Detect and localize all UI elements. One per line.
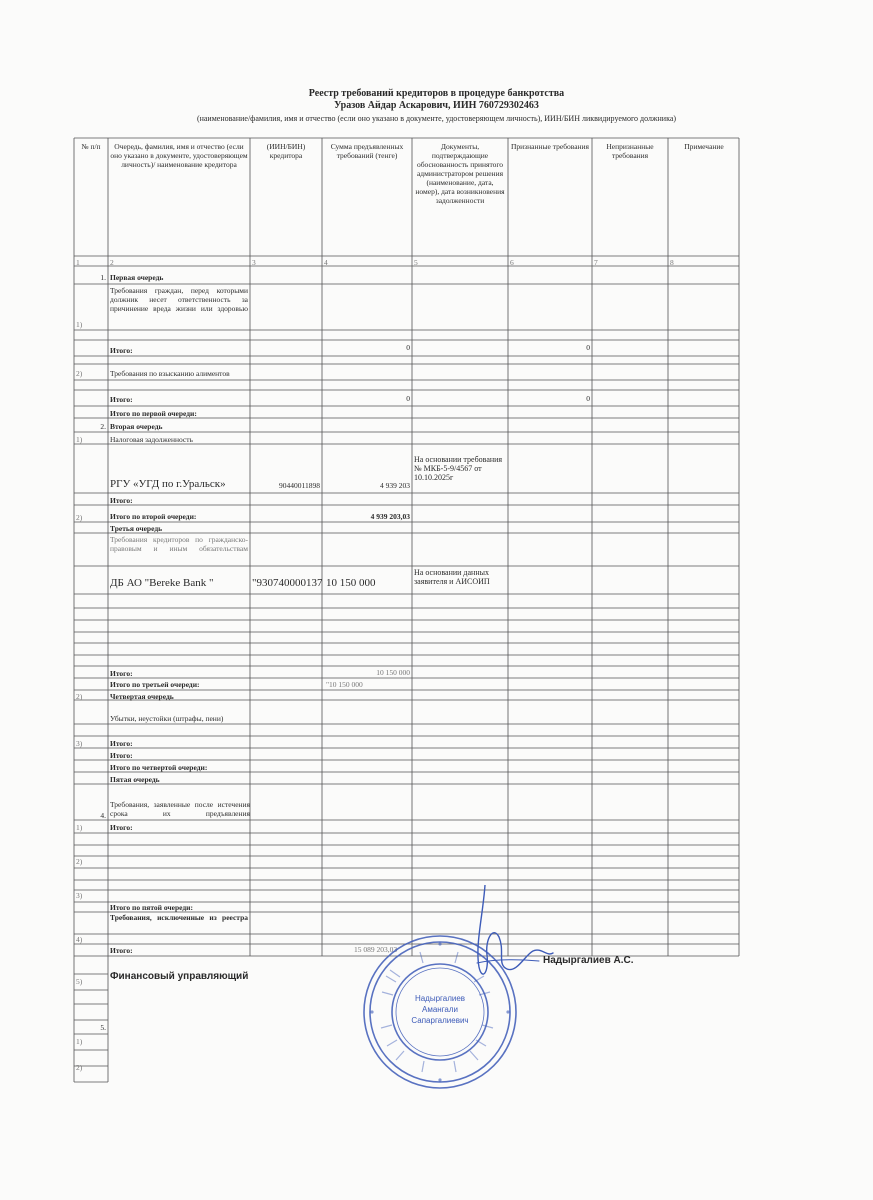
subtotal-value: 0 bbox=[586, 394, 590, 403]
queue-total-value: 4 939 203,03 bbox=[370, 512, 410, 521]
claim-category: Требования, заявленные после истечения срока их предъявления bbox=[110, 800, 250, 818]
col-number: 6 bbox=[510, 258, 514, 267]
row-number: 2) bbox=[76, 369, 83, 378]
row-number: 2) bbox=[76, 857, 83, 866]
claim-category: Требования, исключенные из реестра bbox=[110, 913, 248, 922]
document-title: Реестр требований кредиторов в процедуре банкротства bbox=[308, 88, 565, 99]
col-number: 4 bbox=[324, 258, 328, 267]
subtotal-label: Итого: bbox=[110, 669, 133, 678]
creditor-name: ДБ АО "Bereke Bank " bbox=[110, 577, 214, 589]
grand-total-label: Итого: bbox=[110, 946, 133, 955]
row-number: 2) bbox=[76, 1063, 83, 1072]
queue-total-label: Итого по первой очереди: bbox=[110, 409, 197, 418]
col-header-number: № п/п bbox=[81, 142, 101, 151]
creditor-name: РГУ «УГД по г.Уральск» bbox=[110, 478, 226, 490]
col-number: 2 bbox=[110, 258, 114, 267]
subtotal-label: Итого: bbox=[110, 739, 133, 748]
col-number: 7 bbox=[594, 258, 598, 267]
subtotal-label: Итого: bbox=[110, 395, 133, 404]
subtotal-label: Итого: bbox=[110, 496, 133, 505]
queue-heading: Вторая очередь bbox=[110, 422, 163, 431]
claim-category: Требования кредиторов по гражданско-правовым и иным обязательствам bbox=[110, 535, 248, 553]
col-header-creditor: Очередь, фамилия, имя и отчество (если оно указано в документе, удостоверяющем личность)/ наименование кредитора bbox=[110, 142, 248, 169]
subtotal-label: Итого: bbox=[110, 823, 133, 832]
seal-text: Надыргалиев bbox=[414, 994, 466, 1003]
col-header-unrecognized: Непризнанные требования bbox=[606, 142, 654, 160]
row-number: 3) bbox=[76, 891, 83, 900]
creditor-document: На основании требования № МКБ-5-9/4567 от 10.10.2025г bbox=[414, 455, 503, 482]
queue-total-value: "10 150 000 bbox=[326, 680, 363, 689]
col-header-bin: (ИИН/БИН) кредитора bbox=[266, 142, 306, 160]
row-number: 5. bbox=[100, 1023, 106, 1032]
claim-category: Убытки, неустойки (штрафы, пени) bbox=[110, 714, 224, 723]
creditor-bin: 90440011898 bbox=[279, 481, 320, 490]
handwritten-signature bbox=[455, 885, 555, 995]
seal-text: Амангали bbox=[421, 1005, 459, 1014]
queue-heading: Четвертая очередь bbox=[110, 692, 174, 701]
queue-heading: Первая очередь bbox=[110, 273, 164, 282]
row-number: 1) bbox=[76, 823, 83, 832]
col-header-note: Примечание bbox=[684, 142, 724, 151]
col-number: 3 bbox=[252, 258, 256, 267]
creditor-amount: 10 150 000 bbox=[326, 577, 376, 589]
subtotal-value: 0 bbox=[586, 343, 590, 352]
subtotal-label: Итого: bbox=[110, 346, 133, 355]
row-number: 5) bbox=[76, 977, 83, 986]
seal-text: Сапаргалиевич bbox=[411, 1016, 469, 1025]
claim-category: Налоговая задолженность bbox=[110, 435, 193, 444]
grand-total-value: 15 089 203,03 bbox=[354, 945, 398, 954]
queue-total-label: Итого по второй очереди: bbox=[110, 512, 197, 521]
col-number: 5 bbox=[414, 258, 418, 267]
col-number: 1 bbox=[76, 258, 80, 267]
row-number: 3) bbox=[76, 739, 83, 748]
row-number: 1. bbox=[100, 273, 106, 282]
col-header-recognized: Признанные требования bbox=[510, 142, 590, 151]
col-number: 8 bbox=[670, 258, 674, 267]
subtotal-label: Итого: bbox=[110, 751, 133, 760]
subtotal-value: 10 150 000 bbox=[376, 668, 410, 677]
creditor-amount: 4 939 203 bbox=[380, 481, 410, 490]
creditor-bin: "930740000137 bbox=[252, 579, 322, 588]
row-number: 1) bbox=[76, 320, 83, 329]
queue-total-label: Итого по третьей очереди: bbox=[110, 680, 200, 689]
col-header-documents: Документы, подтверждающие обоснованность принятого администратором решения (наименование, дата, номер), дата возникновения задолженности bbox=[415, 142, 505, 205]
row-number: 2) bbox=[76, 692, 83, 701]
manager-name: Надыргалиев А.С. bbox=[543, 955, 634, 966]
subtotal-value: 0 bbox=[406, 343, 410, 352]
row-number: 2) bbox=[76, 513, 83, 522]
debtor-name: Уразов Айдар Аскарович, ИИН 760729302463 bbox=[334, 100, 539, 111]
queue-heading: Пятая очередь bbox=[110, 775, 160, 784]
row-number: 4) bbox=[76, 935, 83, 944]
claim-category: Требования по взысканию алиментов bbox=[110, 369, 230, 378]
claim-category: Требования граждан, перед которыми должник несет ответственность за причинение вреда жизни или здоровью bbox=[110, 286, 248, 313]
queue-total-label: Итого по четвертой очереди: bbox=[110, 763, 208, 772]
manager-role: Финансовый управляющий bbox=[110, 971, 249, 982]
creditor-document: На основании данных заявителя и АИСОИП bbox=[414, 568, 490, 586]
debtor-caption: (наименование/фамилия, имя и отчество (если оно указано в документе, удостоверяющем личность), ИИН/БИН ликвидируемого должника) bbox=[196, 114, 677, 123]
col-header-amount: Сумма предъявленных требований (тенге) bbox=[330, 142, 404, 160]
row-number: 2. bbox=[100, 422, 106, 431]
row-number: 1) bbox=[76, 1037, 83, 1046]
queue-total-label: Итого по пятой очереди: bbox=[110, 903, 193, 912]
queue-heading: Третья очередь bbox=[110, 524, 163, 533]
subtotal-value: 0 bbox=[406, 394, 410, 403]
row-number: 4. bbox=[100, 811, 106, 820]
row-number: 1) bbox=[76, 435, 83, 444]
